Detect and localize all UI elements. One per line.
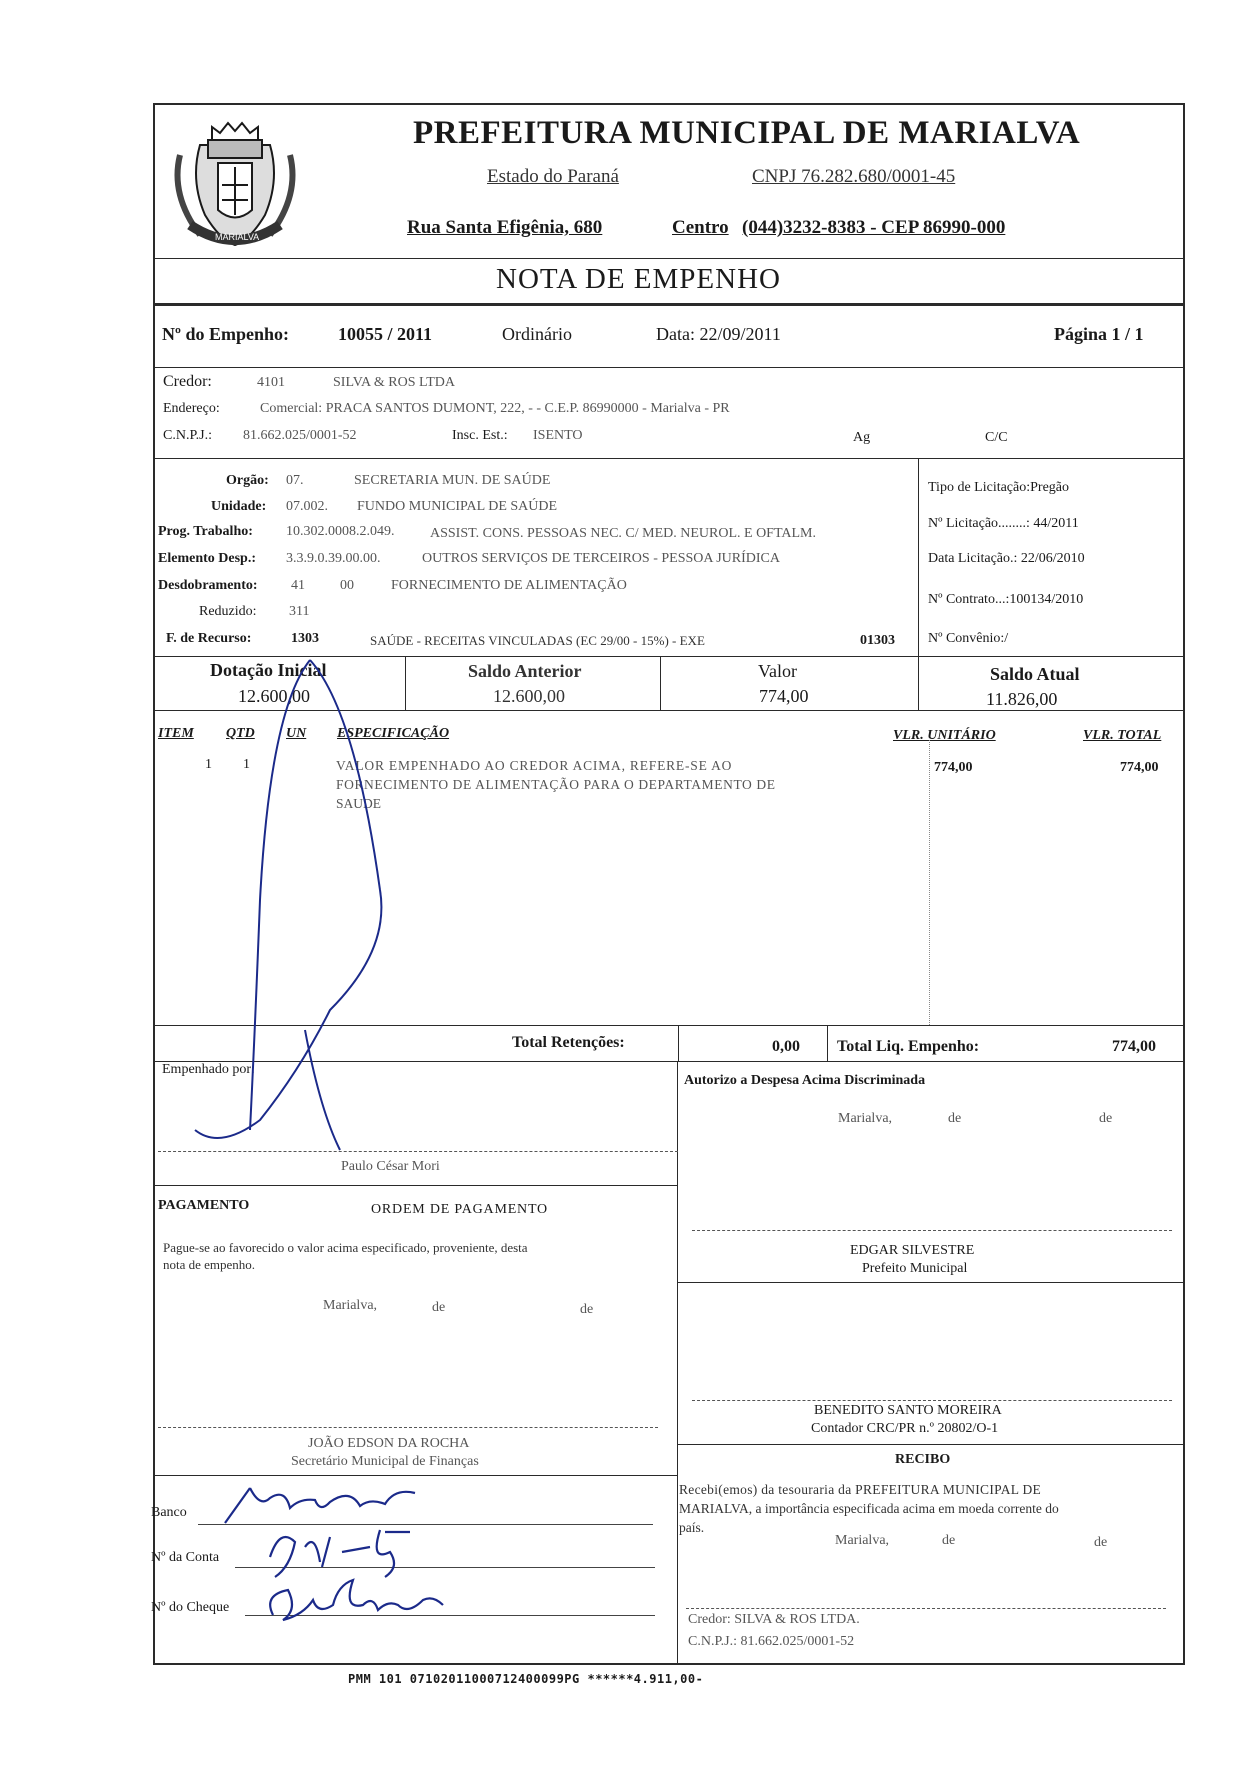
desdob-sub: 00	[340, 578, 354, 593]
address-label: Endereço:	[163, 401, 220, 416]
desdob-code: 41	[291, 578, 305, 593]
prog-label: Prog. Trabalho:	[158, 524, 253, 539]
anterior-label: Saldo Anterior	[468, 661, 582, 681]
autorizo-de: de	[948, 1111, 962, 1126]
credor-address: Comercial: PRACA SANTOS DUMONT, 222, - - C.E.P. 86990000 - Marialva - PR	[260, 401, 730, 416]
autorizo-place: Marialva,	[838, 1111, 893, 1126]
autorizo-label: Autorizo a Despesa Acima Discriminada	[684, 1073, 926, 1088]
recibo-de: de	[942, 1533, 956, 1548]
divider	[153, 258, 1185, 259]
divider	[153, 1475, 677, 1476]
cc-label: C/C	[985, 430, 1008, 445]
recibo-de: de	[1094, 1535, 1108, 1550]
cheque-label: Nº do Cheque	[151, 1600, 230, 1615]
signature-line	[158, 1427, 658, 1428]
licitacao-tipo: Tipo de Licitação:Pregão	[928, 480, 1070, 495]
divider	[153, 367, 1185, 368]
elemento-code: 3.3.9.0.39.00.00.	[286, 551, 381, 566]
header-cnpj: CNPJ 76.282.680/0001-45	[752, 166, 956, 187]
recurso-code: 1303	[291, 631, 319, 646]
valor-label: Valor	[758, 661, 797, 681]
municipal-crest-icon	[160, 105, 310, 255]
empenho-date: Data: 22/09/2011	[656, 324, 781, 344]
licitacao-numero: Nº Licitação........: 44/2011	[928, 516, 1079, 531]
ag-label: Ag	[853, 430, 871, 445]
row-total-value: 774,00	[1120, 760, 1159, 775]
prog-name: ASSIST. CONS. PESSOAS NEC. C/ MED. NEUROL. E OFTALM.	[430, 526, 817, 541]
conta-label: Nº da Conta	[151, 1550, 220, 1565]
signature-line	[692, 1400, 1172, 1401]
divider	[677, 1282, 1185, 1283]
row-item: 1	[205, 757, 212, 772]
divider	[918, 458, 919, 656]
secretario-name: JOÃO EDSON DA ROCHA	[308, 1436, 470, 1451]
divider	[827, 1025, 828, 1061]
empenho-number-label: Nº do Empenho:	[162, 324, 289, 344]
header-phone-cep: (044)3232-8383 - CEP 86990-000	[742, 217, 1006, 238]
recurso-label: F. de Recurso:	[166, 631, 252, 646]
handwritten-cheque-signature	[258, 1575, 458, 1635]
desdob-label: Desdobramento:	[158, 578, 258, 593]
pagamento-place: Marialva,	[323, 1298, 378, 1313]
row-qtd: 1	[243, 757, 250, 772]
orgao-code: 07.	[286, 473, 304, 488]
divider	[153, 303, 1185, 306]
pagamento-text: nota de empenho.	[163, 1257, 256, 1272]
orgao-label: Orgão:	[226, 473, 269, 488]
doc-title: NOTA DE EMPENHO	[496, 263, 781, 295]
unidade-label: Unidade:	[211, 499, 267, 514]
atual-label: Saldo Atual	[990, 664, 1080, 684]
credor-label: Credor:	[163, 373, 212, 390]
divider	[660, 656, 661, 710]
ordem-label: ORDEM DE PAGAMENTO	[371, 1202, 548, 1217]
unidade-name: FUNDO MUNICIPAL DE SAÚDE	[357, 499, 558, 514]
page-number: Página 1 / 1	[1054, 324, 1144, 344]
pagamento-de: de	[580, 1302, 594, 1317]
recibo-text: MARIALVA, a importância especificada acima em moeda corrente do	[679, 1501, 1059, 1516]
col-item: ITEM	[158, 726, 194, 741]
retencoes-value: 0,00	[772, 1038, 800, 1055]
reduzido-value: 311	[289, 604, 310, 619]
recibo-credor: Credor: SILVA & ROS LTDA.	[688, 1612, 860, 1627]
recibo-label: RECIBO	[895, 1452, 951, 1467]
empenho-number: 10055 / 2011	[338, 324, 433, 344]
divider	[153, 1185, 677, 1186]
licitacao-convenio: Nº Convênio:/	[928, 631, 1009, 646]
licitacao-data: Data Licitação.: 22/06/2010	[928, 551, 1085, 566]
valor-value: 774,00	[759, 686, 809, 706]
col-espec: ESPECIFICAÇÃO	[337, 726, 450, 741]
reduzido-label: Reduzido:	[199, 604, 257, 619]
col-unit: VLR. UNITÁRIO	[893, 728, 996, 743]
signature-line	[686, 1608, 1166, 1609]
recibo-cnpj: C.N.P.J.: 81.662.025/0001-52	[688, 1634, 855, 1649]
contador-role: Contador CRC/PR n.º 20802/O-1	[811, 1421, 999, 1436]
recibo-place: Marialva,	[835, 1533, 890, 1548]
orgao-name: SECRETARIA MUN. DE SAÚDE	[354, 473, 551, 488]
cnpj-label: C.N.P.J.:	[163, 428, 213, 443]
insc-label: Insc. Est.:	[452, 428, 508, 443]
recurso-number: 01303	[860, 633, 895, 648]
header-address: Rua Santa Efigênia, 680	[407, 217, 603, 238]
anterior-value: 12.600,00	[493, 686, 565, 706]
row-spec-line: VALOR EMPENHADO AO CREDOR ACIMA, REFERE-SE AO	[336, 758, 733, 773]
prefeito-name: EDGAR SILVESTRE	[850, 1243, 975, 1258]
pen-stroke-annotation	[180, 650, 430, 1170]
dotacao-label: Dotação Inicial	[210, 660, 327, 680]
row-spec-line: FORNECIMENTO DE ALIMENTAÇÃO PARA O DEPARTAMENTO DE	[336, 777, 776, 792]
contador-name: BENEDITO SANTO MOREIRA	[814, 1403, 1002, 1418]
prefeito-role: Prefeito Municipal	[862, 1261, 968, 1276]
col-qtd: QTD	[226, 726, 255, 741]
recibo-text: Recebi(emos) da tesouraria da PREFEITURA MUNICIPAL DE	[679, 1482, 1042, 1497]
atual-value: 11.826,00	[986, 689, 1058, 709]
empenhado-name: Paulo César Mori	[341, 1159, 440, 1174]
liquido-label: Total Liq. Empenho:	[837, 1038, 980, 1055]
empenho-type: Ordinário	[502, 324, 572, 344]
unidade-code: 07.002.	[286, 499, 328, 514]
credor-name: SILVA & ROS LTDA	[333, 375, 456, 390]
col-total: VLR. TOTAL	[1083, 728, 1162, 743]
divider	[929, 740, 930, 1025]
header-district: Centro	[672, 217, 729, 238]
header-title: PREFEITURA MUNICIPAL DE MARIALVA	[413, 115, 1081, 151]
empenhado-label: Empenhado por:	[162, 1062, 255, 1077]
recibo-text: país.	[679, 1520, 705, 1535]
divider	[677, 1444, 1185, 1445]
header-state: Estado do Paraná	[487, 166, 619, 187]
pagamento-label: PAGAMENTO	[158, 1198, 250, 1213]
row-spec-line: SAUDE	[336, 796, 382, 811]
liquido-value: 774,00	[1112, 1038, 1156, 1055]
credor-cnpj: 81.662.025/0001-52	[243, 428, 357, 443]
banco-label: Banco	[151, 1505, 187, 1520]
pagamento-de: de	[432, 1300, 446, 1315]
prog-code: 10.302.0008.2.049.	[286, 524, 395, 539]
row-unit-value: 774,00	[934, 760, 973, 775]
col-un: UN	[286, 726, 307, 741]
divider	[918, 656, 919, 710]
signature-line	[692, 1230, 1172, 1231]
divider	[678, 1025, 679, 1061]
licitacao-contrato: Nº Contrato...:100134/2010	[928, 592, 1084, 607]
credor-code: 4101	[257, 375, 285, 390]
elemento-label: Elemento Desp.:	[158, 551, 256, 566]
divider	[153, 458, 1185, 459]
svg-text:MARIALVA: MARIALVA	[215, 232, 260, 242]
pagamento-text: Pague-se ao favorecido o valor acima especificado, proveniente, desta	[163, 1240, 528, 1255]
elemento-name: OUTROS SERVIÇOS DE TERCEIROS - PESSOA JURÍDICA	[422, 551, 781, 566]
autorizo-de: de	[1099, 1111, 1113, 1126]
credor-insc: ISENTO	[533, 428, 583, 443]
retencoes-label: Total Retenções:	[512, 1034, 625, 1051]
secretario-role: Secretário Municipal de Finanças	[291, 1454, 479, 1469]
footer-code: PMM 101 07102011000712400099PG ******4.911,00-	[348, 1672, 704, 1686]
dotacao-value: 12.600,00	[238, 686, 310, 706]
recurso-name: SAÚDE - RECEITAS VINCULADAS (EC 29/00 - 15%) - EXE	[370, 633, 705, 648]
desdob-name: FORNECIMENTO DE ALIMENTAÇÃO	[391, 578, 627, 593]
